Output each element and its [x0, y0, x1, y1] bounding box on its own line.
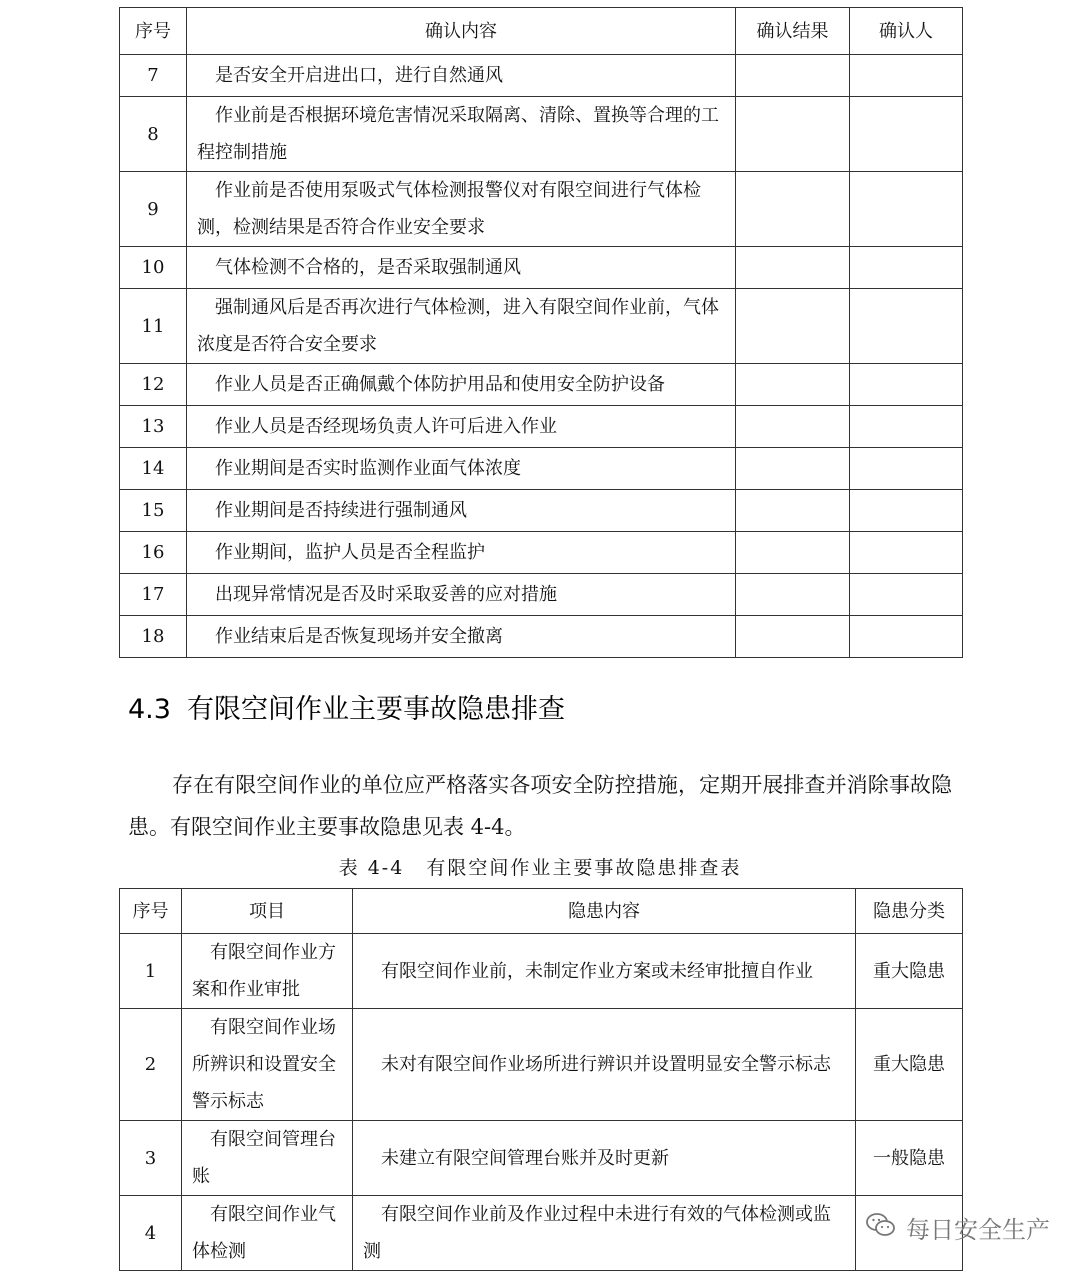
table-row — [120, 406, 963, 448]
row-result — [736, 172, 850, 247]
row-person — [850, 289, 963, 364]
header-hazard-category: 隐患分类 — [856, 889, 963, 934]
row-content: 出现异常情况是否及时采取妥善的应对措施 — [187, 574, 736, 616]
header-no: 序号 — [120, 8, 187, 55]
row-no: 11 — [120, 289, 187, 364]
table-row — [120, 616, 963, 658]
row-hazard-category: 一般隐患 — [856, 1121, 963, 1196]
header-person: 确认人 — [850, 8, 963, 55]
row-content: 气体检测不合格的，是否采取强制通风 — [187, 247, 736, 289]
row-person — [850, 172, 963, 247]
table-header-row — [120, 8, 963, 55]
row-result — [736, 55, 850, 97]
row-hazard-content: 有限空间作业前及作业过程中未进行有效的气体检测或监测 — [353, 1196, 856, 1271]
row-hazard-content: 未对有限空间作业场所进行辨识并设置明显安全警示标志 — [353, 1009, 856, 1121]
table-row — [120, 1196, 963, 1271]
hazard-table — [119, 888, 963, 1271]
row-no: 4 — [120, 1196, 182, 1271]
row-no: 15 — [120, 490, 187, 532]
table-caption — [0, 853, 1080, 883]
row-person — [850, 616, 963, 658]
row-result — [736, 364, 850, 406]
table-caption-title: 有限空间作业主要事故隐患排查表 — [426, 857, 742, 879]
row-person — [850, 532, 963, 574]
row-result — [736, 406, 850, 448]
table-header-row — [120, 889, 963, 934]
section-title: 有限空间作业主要事故隐患排查 — [186, 694, 565, 725]
table-row — [120, 490, 963, 532]
header-hazard-content: 隐患内容 — [353, 889, 856, 934]
watermark — [866, 1210, 1050, 1245]
row-item: 有限空间作业方案和作业审批 — [182, 934, 353, 1009]
row-person — [850, 364, 963, 406]
row-hazard-content: 有限空间作业前，未制定作业方案或未经审批擅自作业 — [353, 934, 856, 1009]
table-row — [120, 364, 963, 406]
confirmation-table — [119, 7, 963, 658]
row-person — [850, 97, 963, 172]
row-item: 有限空间作业气体检测 — [182, 1196, 353, 1271]
table-row — [120, 1121, 963, 1196]
row-item: 有限空间管理台账 — [182, 1121, 353, 1196]
row-no: 9 — [120, 172, 187, 247]
row-content: 作业期间，监护人员是否全程监护 — [187, 532, 736, 574]
row-content: 作业期间是否持续进行强制通风 — [187, 490, 736, 532]
row-no: 2 — [120, 1009, 182, 1121]
wechat-icon — [866, 1212, 896, 1244]
row-content: 作业前是否根据环境危害情况采取隔离、清除、置换等合理的工程控制措施 — [187, 97, 736, 172]
row-content: 作业期间是否实时监测作业面气体浓度 — [187, 448, 736, 490]
body-paragraph: 存在有限空间作业的单位应严格落实各项安全防控措施，定期开展排查并消除事故隐患。有限空间作业主要事故隐患见表 4-4。 — [128, 773, 952, 839]
table-row — [120, 247, 963, 289]
row-person — [850, 448, 963, 490]
row-content: 强制通风后是否再次进行气体检测，进入有限空间作业前，气体浓度是否符合安全要求 — [187, 289, 736, 364]
row-no: 14 — [120, 448, 187, 490]
table-row — [120, 448, 963, 490]
table-row — [120, 172, 963, 247]
header-item: 项目 — [182, 889, 353, 934]
row-person — [850, 247, 963, 289]
row-no: 17 — [120, 574, 187, 616]
header-no: 序号 — [120, 889, 182, 934]
row-result — [736, 448, 850, 490]
header-result: 确认结果 — [736, 8, 850, 55]
table-row — [120, 934, 963, 1009]
row-no: 8 — [120, 97, 187, 172]
row-content: 作业结束后是否恢复现场并安全撤离 — [187, 616, 736, 658]
row-no: 3 — [120, 1121, 182, 1196]
row-person — [850, 490, 963, 532]
row-no: 10 — [120, 247, 187, 289]
table-row — [120, 532, 963, 574]
row-no: 7 — [120, 55, 187, 97]
row-hazard-content: 未建立有限空间管理台账并及时更新 — [353, 1121, 856, 1196]
table-row — [120, 1009, 963, 1121]
row-no: 1 — [120, 934, 182, 1009]
row-content: 作业人员是否经现场负责人许可后进入作业 — [187, 406, 736, 448]
table-row — [120, 97, 963, 172]
table-row — [120, 289, 963, 364]
table-caption-number: 表 4-4 — [338, 857, 405, 879]
row-person — [850, 574, 963, 616]
row-result — [736, 490, 850, 532]
row-person — [850, 406, 963, 448]
table-row — [120, 574, 963, 616]
row-result — [736, 574, 850, 616]
row-person — [850, 55, 963, 97]
row-hazard-category: 重大隐患 — [856, 1009, 963, 1121]
row-item: 有限空间作业场所辨识和设置安全警示标志 — [182, 1009, 353, 1121]
table-row — [120, 55, 963, 97]
row-no: 16 — [120, 532, 187, 574]
row-result — [736, 532, 850, 574]
row-result — [736, 616, 850, 658]
section-number: 4.3 — [128, 694, 171, 725]
row-result — [736, 289, 850, 364]
row-result — [736, 97, 850, 172]
watermark-text: 每日安全生产 — [906, 1216, 1050, 1244]
row-no: 13 — [120, 406, 187, 448]
header-content: 确认内容 — [187, 8, 736, 55]
row-hazard-category: 重大隐患 — [856, 934, 963, 1009]
section-heading — [128, 690, 565, 730]
row-content: 作业人员是否正确佩戴个体防护用品和使用安全防护设备 — [187, 364, 736, 406]
row-result — [736, 247, 850, 289]
row-no: 12 — [120, 364, 187, 406]
row-content: 作业前是否使用泵吸式气体检测报警仪对有限空间进行气体检测，检测结果是否符合作业安全要求 — [187, 172, 736, 247]
row-content: 是否安全开启进出口，进行自然通风 — [187, 55, 736, 97]
row-no: 18 — [120, 616, 187, 658]
